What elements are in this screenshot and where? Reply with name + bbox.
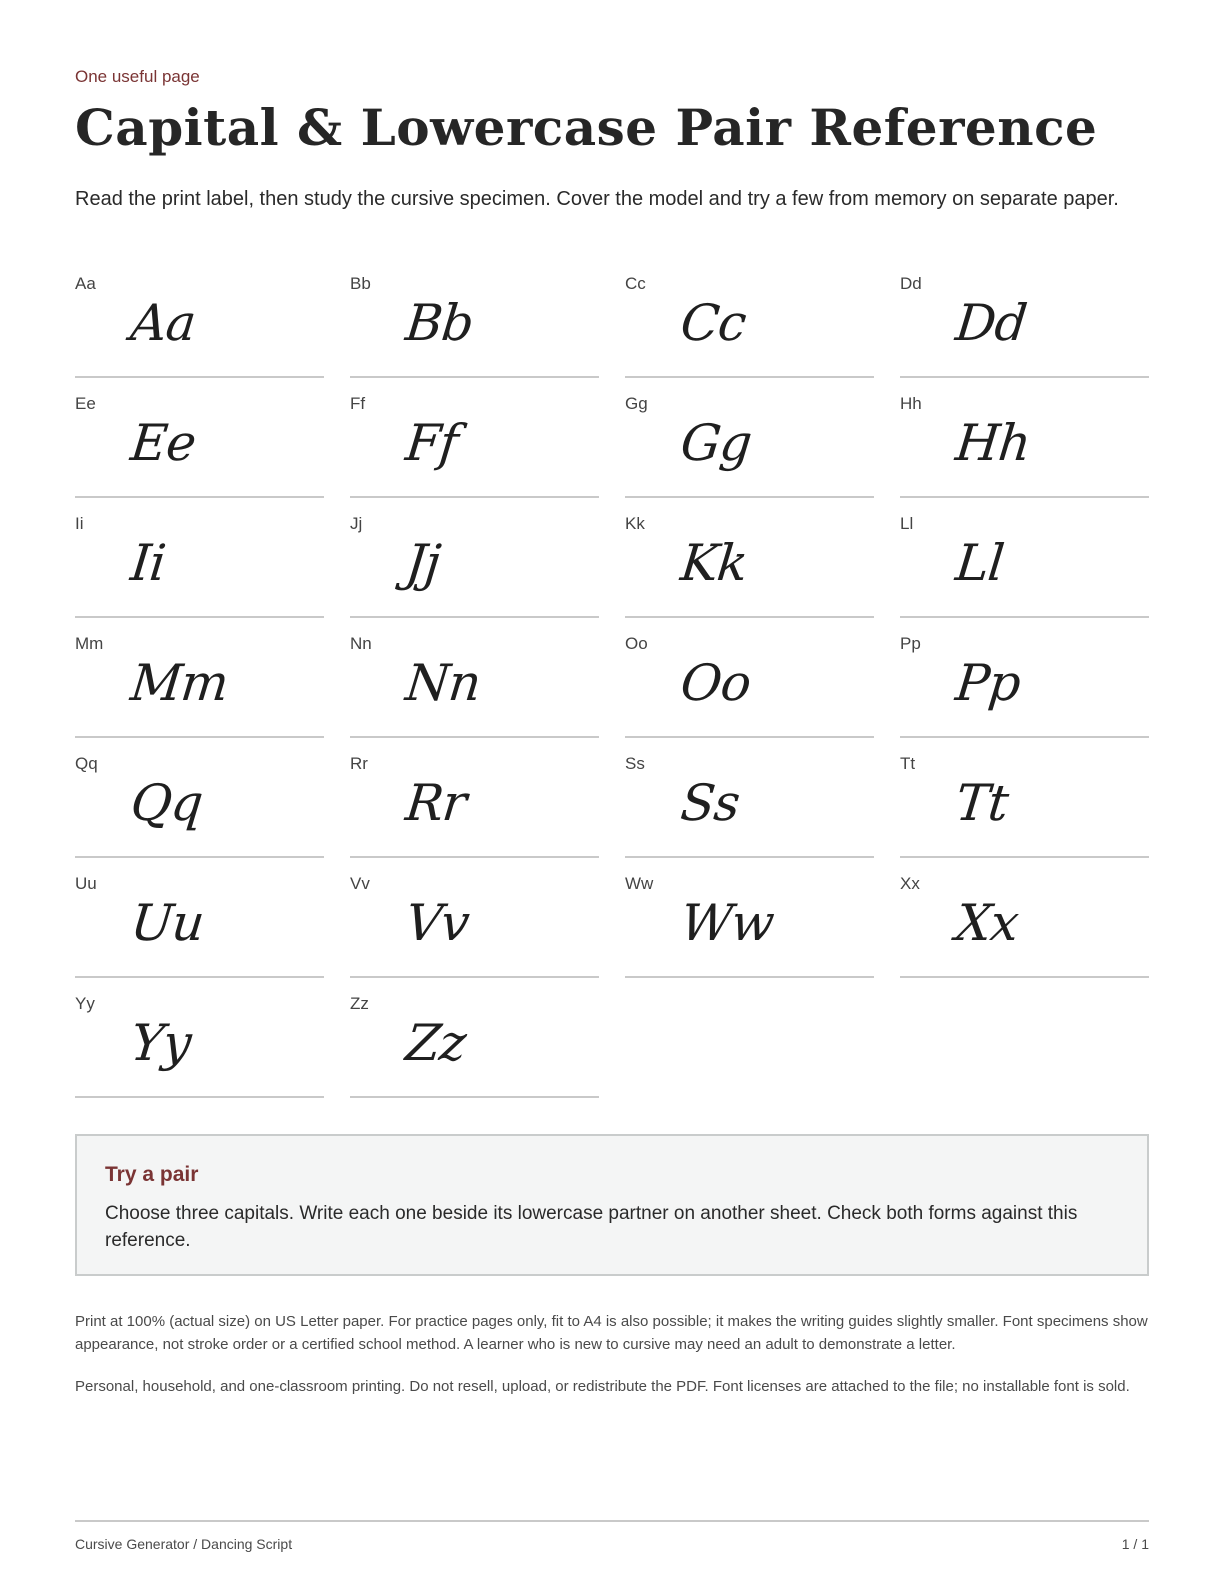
baseline-rule bbox=[350, 856, 599, 858]
cursive-specimen: Xx bbox=[952, 894, 1021, 952]
baseline-rule bbox=[350, 376, 599, 378]
baseline-rule bbox=[350, 616, 599, 618]
letter-pair-cell bbox=[75, 634, 324, 754]
letter-pair-cell bbox=[625, 394, 874, 514]
print-label: Kk bbox=[625, 514, 645, 533]
print-label: Yy bbox=[75, 994, 95, 1013]
print-label: Jj bbox=[350, 514, 363, 533]
cursive-specimen: Jj bbox=[402, 534, 443, 592]
letter-pair-cell bbox=[350, 754, 599, 874]
baseline-rule bbox=[625, 736, 874, 738]
letter-pair-cell bbox=[625, 634, 874, 754]
print-label: Vv bbox=[350, 874, 370, 893]
baseline-rule bbox=[900, 376, 1149, 378]
cursive-specimen: Ee bbox=[127, 414, 199, 472]
print-label: Pp bbox=[900, 634, 921, 653]
cursive-specimen: Vv bbox=[402, 894, 472, 952]
print-label: Aa bbox=[75, 274, 96, 293]
letter-pair-cell bbox=[625, 274, 874, 394]
cursive-specimen: Pp bbox=[952, 654, 1023, 712]
letter-pair-cell bbox=[350, 514, 599, 634]
baseline-rule bbox=[75, 496, 324, 498]
cursive-specimen: Mm bbox=[127, 654, 231, 712]
letter-pair-cell bbox=[625, 874, 874, 994]
print-label: Mm bbox=[75, 634, 104, 653]
letter-pair-cell bbox=[75, 754, 324, 874]
baseline-rule bbox=[625, 856, 874, 858]
letter-pair-cell bbox=[900, 274, 1149, 394]
print-label: Ee bbox=[75, 394, 96, 413]
baseline-rule bbox=[900, 616, 1149, 618]
baseline-rule bbox=[75, 976, 324, 978]
cursive-specimen: Yy bbox=[127, 1014, 194, 1072]
baseline-rule bbox=[900, 496, 1149, 498]
print-label: Zz bbox=[350, 994, 369, 1013]
cursive-specimen: Rr bbox=[402, 774, 469, 832]
print-label: Oo bbox=[625, 634, 648, 653]
cursive-specimen: Qq bbox=[127, 774, 206, 832]
letter-pair-cell bbox=[350, 634, 599, 754]
letter-pair-cell bbox=[900, 874, 1149, 994]
worksheet-page bbox=[75, 0, 1149, 1584]
print-label: Ii bbox=[75, 514, 84, 533]
baseline-rule bbox=[900, 856, 1149, 858]
cursive-specimen: Dd bbox=[952, 294, 1030, 352]
baseline-rule bbox=[75, 376, 324, 378]
cursive-specimen: Uu bbox=[127, 894, 207, 952]
cursive-specimen: Bb bbox=[402, 294, 476, 352]
cursive-specimen: Cc bbox=[677, 294, 749, 352]
cursive-specimen: Ww bbox=[677, 894, 777, 952]
print-label: Uu bbox=[75, 874, 97, 893]
letter-pair-cell bbox=[625, 514, 874, 634]
print-label: Tt bbox=[900, 754, 916, 773]
baseline-rule bbox=[350, 736, 599, 738]
cursive-specimen: Aa bbox=[127, 294, 198, 352]
baseline-rule bbox=[900, 736, 1149, 738]
cursive-specimen: Gg bbox=[677, 414, 755, 472]
letter-pair-cell bbox=[350, 274, 599, 394]
try-a-pair-callout bbox=[75, 1134, 1149, 1276]
print-label: Gg bbox=[625, 394, 648, 413]
letter-pair-cell bbox=[75, 994, 324, 1114]
cursive-specimen: Hh bbox=[952, 414, 1033, 472]
letter-pair-cell bbox=[625, 754, 874, 874]
letter-pair-cell bbox=[75, 274, 324, 394]
callout-title: Try a pair bbox=[105, 1163, 199, 1186]
intro-text: Read the print label, then study the cursive specimen. Cover the model and try a few from memory on separate paper. bbox=[75, 188, 1119, 210]
baseline-rule bbox=[625, 976, 874, 978]
callout-body: Choose three capitals. Write each one beside its lowercase partner on another sheet. Check both forms against this reference. bbox=[105, 1203, 1078, 1251]
print-label: Ww bbox=[625, 874, 654, 893]
letter-pair-cell bbox=[900, 634, 1149, 754]
baseline-rule bbox=[625, 616, 874, 618]
print-label: Cc bbox=[625, 274, 646, 293]
print-label: Xx bbox=[900, 874, 920, 893]
print-label: Dd bbox=[900, 274, 922, 293]
print-label: Nn bbox=[350, 634, 372, 653]
license-note: Personal, household, and one-classroom printing. Do not resell, upload, or redistribute the PDF. Font licenses are attached to the file; no installable font is sold. bbox=[75, 1378, 1130, 1395]
eyebrow-text: One useful page bbox=[75, 67, 200, 86]
baseline-rule bbox=[350, 976, 599, 978]
page-number: 1 / 1 bbox=[1121, 1536, 1149, 1552]
print-label: Ll bbox=[900, 514, 914, 533]
letter-pair-cell bbox=[900, 394, 1149, 514]
print-note: Print at 100% (actual size) on US Letter paper. For practice pages only, fit to A4 is also possible; it makes the writing guides slightly smaller. Font specimens show appearance, not stroke order or a certified school method. A learner who is new to cursive may need an adult to demonstrate a letter. bbox=[75, 1313, 1148, 1353]
letter-pair-cell bbox=[350, 394, 599, 514]
baseline-rule bbox=[75, 736, 324, 738]
page-title: Capital & Lowercase Pair Reference bbox=[75, 98, 1098, 157]
letter-pair-cell bbox=[75, 394, 324, 514]
letter-pair-cell bbox=[350, 994, 599, 1114]
cursive-specimen: Ss bbox=[677, 774, 742, 832]
cursive-specimen: Ff bbox=[402, 414, 461, 472]
print-label: Hh bbox=[900, 394, 922, 413]
baseline-rule bbox=[350, 1096, 599, 1098]
letter-pair-cell bbox=[900, 754, 1149, 874]
print-label: Ff bbox=[350, 394, 366, 413]
cursive-specimen: Nn bbox=[402, 654, 484, 712]
cursive-specimen: Kk bbox=[677, 534, 750, 592]
footer-divider bbox=[75, 1520, 1149, 1522]
letter-pair-cell bbox=[900, 514, 1149, 634]
print-label: Bb bbox=[350, 274, 371, 293]
cursive-specimen: Ll bbox=[952, 534, 1007, 592]
baseline-rule bbox=[625, 376, 874, 378]
baseline-rule bbox=[75, 856, 324, 858]
cursive-specimen: Tt bbox=[952, 774, 1011, 832]
baseline-rule bbox=[625, 496, 874, 498]
cursive-specimen: Oo bbox=[677, 654, 754, 712]
cursive-specimen: Zz bbox=[402, 1014, 469, 1072]
print-label: Qq bbox=[75, 754, 98, 773]
letter-pair-cell bbox=[350, 874, 599, 994]
print-label: Rr bbox=[350, 754, 368, 773]
baseline-rule bbox=[350, 496, 599, 498]
cursive-specimen: Ii bbox=[127, 534, 168, 592]
print-label: Ss bbox=[625, 754, 645, 773]
letter-pair-grid bbox=[75, 274, 1149, 1114]
letter-pair-cell bbox=[75, 514, 324, 634]
baseline-rule bbox=[900, 976, 1149, 978]
baseline-rule bbox=[75, 616, 324, 618]
baseline-rule bbox=[75, 1096, 324, 1098]
letter-pair-cell bbox=[75, 874, 324, 994]
footer-credit: Cursive Generator / Dancing Script bbox=[75, 1536, 293, 1552]
